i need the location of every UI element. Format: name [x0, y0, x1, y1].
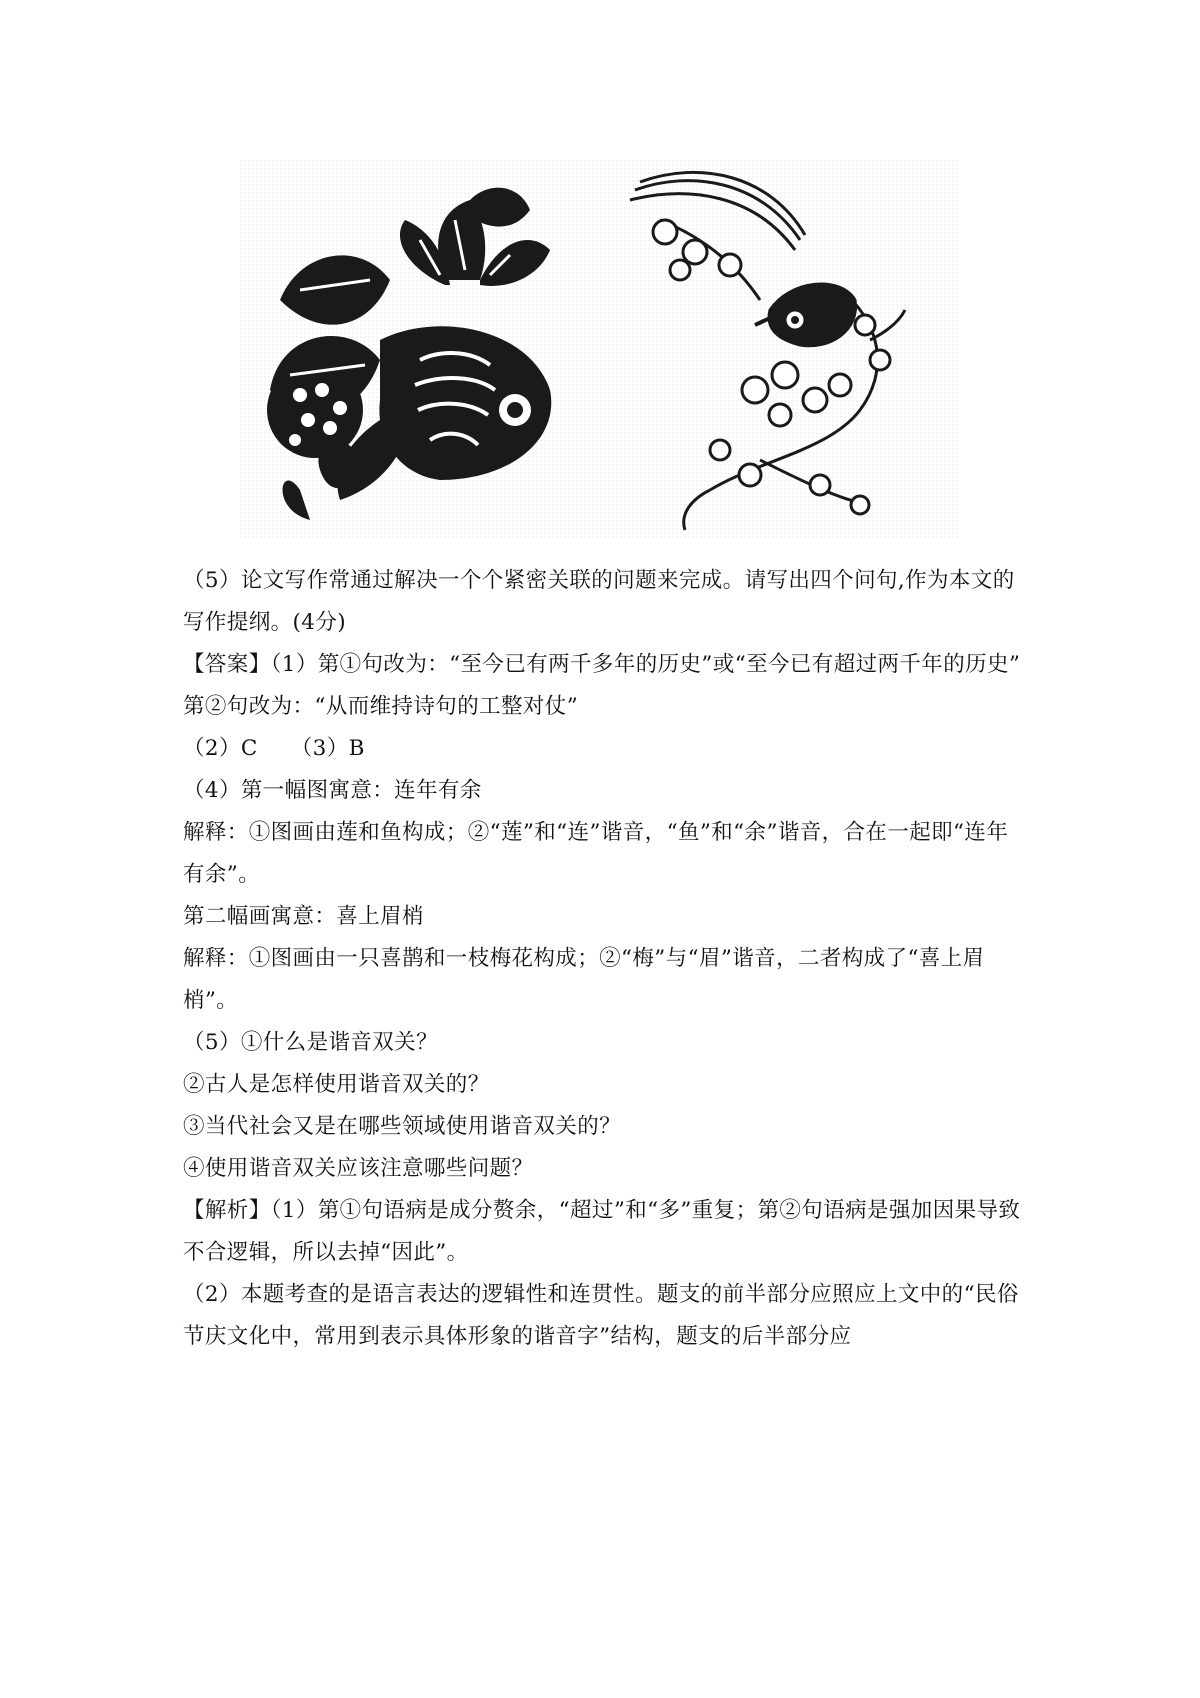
papercut-figure — [240, 160, 960, 538]
answer-5-question-2: ②古人是怎样使用谐音双关的？ — [183, 1072, 490, 1097]
analysis-1: 【解析】（1）第①句语病是成分赘余，“超过”和“多”重复；第②句语病是强加因果导致不合逻辑，所以去掉“因此”。 — [183, 1198, 1021, 1265]
analysis-2: （2）本题考查的是语言表达的逻辑性和连贯性。题支的前半部分应照应上文中的“民俗节庆文化中，常用到表示具体形象的谐音字”结构，题支的后半部分应 — [183, 1282, 1019, 1349]
answer-4-image-1: （4）第一幅图寓意：连年有余 — [183, 778, 482, 803]
answer-2-3: （2）C （3）B — [183, 736, 365, 761]
answer-4-explanation-2: 解释：①图画由一只喜鹊和一枝梅花构成；②“梅”与“眉”谐音，二者构成了“喜上眉梢”。 — [183, 946, 985, 1013]
answer-5-question-1: （5）①什么是谐音双关？ — [183, 1030, 438, 1055]
answer-text-block — [183, 560, 1023, 1358]
question-5-prompt: （5）论文写作常通过解决一个个紧密关联的问题来完成。请写出四个问句,作为本文的写作提纲。(4分) — [183, 568, 1015, 635]
answer-5-question-4: ④使用谐音双关应该注意哪些问题？ — [183, 1156, 534, 1181]
answer-4-image-2: 第二幅画寓意：喜上眉梢 — [183, 904, 424, 929]
papercut-illustration — [240, 160, 960, 538]
answer-1-sentence-2: 第②句改为：“从而维持诗句的工整对仗” — [183, 694, 579, 719]
answer-1-sentence-1: 【答案】（1）第①句改为：“至今已有两千多年的历史”或“至今已有超过两千年的历史” — [183, 652, 1021, 677]
answer-5-question-3: ③当代社会又是在哪些领域使用谐音双关的？ — [183, 1114, 622, 1139]
answer-4-explanation-1: 解释：①图画由莲和鱼构成；②“莲”和“连”谐音，“鱼”和“余”谐音，合在一起即“连年有余”。 — [183, 820, 1009, 887]
